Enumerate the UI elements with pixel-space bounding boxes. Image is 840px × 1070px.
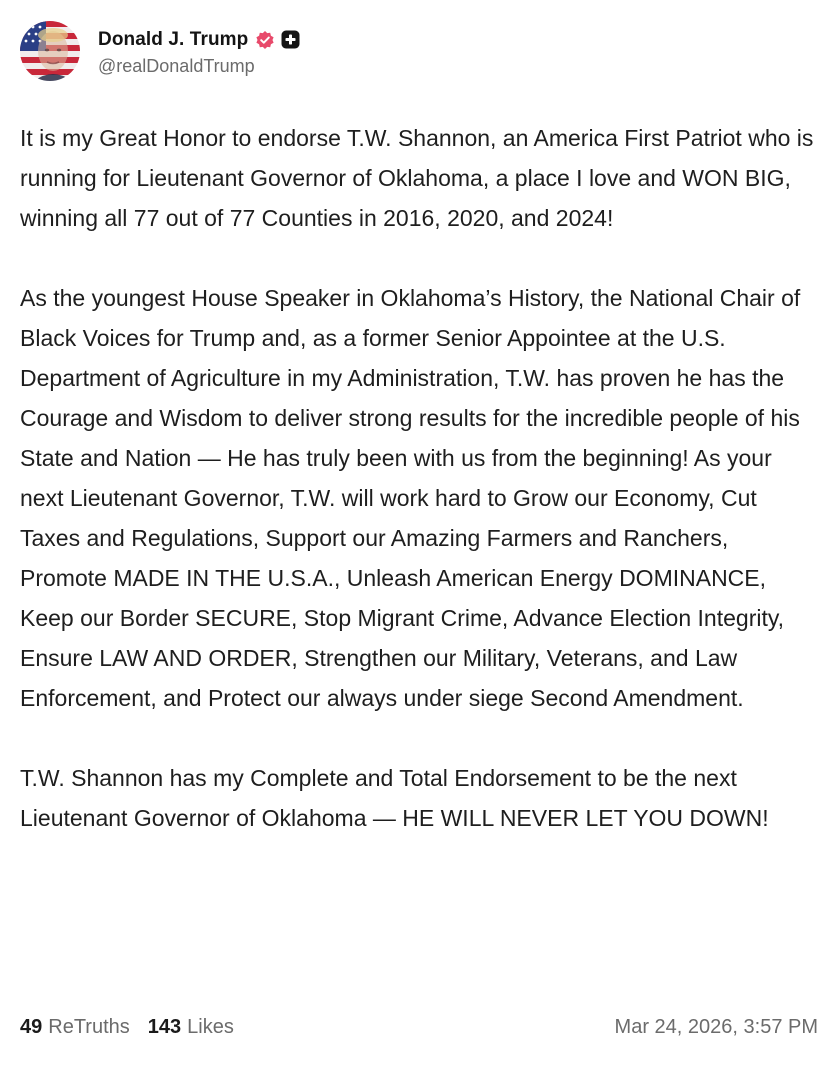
engagement-stats xyxy=(20,1016,234,1039)
author-handle[interactable]: @realDonaldTrump xyxy=(98,55,255,76)
post-timestamp[interactable]: Mar 24, 2026, 3:57 PM xyxy=(614,1015,818,1038)
flag-portrait-avatar-icon xyxy=(20,21,80,81)
plus-badge-icon xyxy=(281,30,300,49)
post-footer xyxy=(20,1010,818,1044)
name-row xyxy=(98,26,300,54)
post-paragraph: As the youngest House Speaker in Oklahoma’s History, the National Chair of Black Voices for Trump and, as a former Senior Appointee at the U.S. Department of Agriculture in my Administration, T.W. has proven he has the Courage and Wisdom to deliver strong results for the incredible people of his State and Nation — He has truly been with us from the beginning! As your next Lieutenant Governor, T.W. will work hard to Grow our Economy, Cut Taxes and Regulations, Support our Amazing Farmers and Ranchers, Promote MADE IN THE U.S.A., Unleash American Energy DOMINANCE, Keep our Border SECURE, Stop Migrant Crime, Advance Election Integrity, Ensure LAW AND ORDER, Strengthen our Military, Veterans, and Law Enforcement, and Protect our always under siege Second Amendment. xyxy=(20,285,801,711)
post-paragraph: It is my Great Honor to endorse T.W. Shannon, an America First Patriot who is running for Lieutenant Governor of Oklahoma, a place I love and WON BIG, winning all 77 out of 77 Counties in 2016, 2020, and 2024! xyxy=(20,125,814,231)
post-paragraph: T.W. Shannon has my Complete and Total Endorsement to be the next Lieutenant Governor of Oklahoma — HE WILL NEVER LET YOU DOWN! xyxy=(20,765,769,831)
avatar[interactable] xyxy=(20,21,80,81)
author-identity xyxy=(98,26,300,77)
likes-stat[interactable] xyxy=(148,1016,234,1039)
retruths-label: ReTruths xyxy=(48,1015,130,1038)
post-body xyxy=(20,118,820,838)
post-header xyxy=(20,20,300,82)
likes-count: 143 xyxy=(147,1015,182,1038)
likes-label: Likes xyxy=(187,1015,234,1038)
retruths-count: 49 xyxy=(20,1015,43,1038)
retruths-stat[interactable] xyxy=(20,1016,130,1039)
verified-badge-icon xyxy=(255,30,275,50)
author-display-name[interactable]: Donald J. Trump xyxy=(98,28,249,50)
